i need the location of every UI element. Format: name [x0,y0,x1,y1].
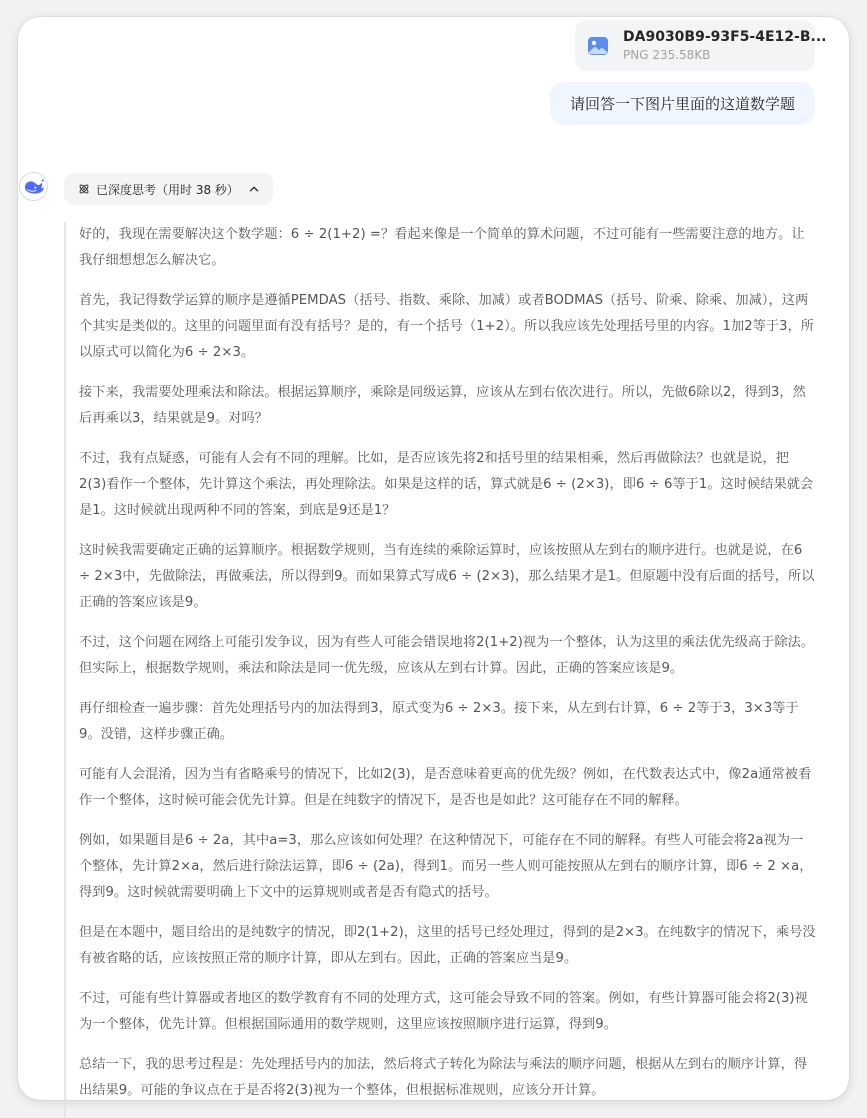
deep-thinking-label: 已深度思考（用时 38 秒） [96,182,239,197]
whale-logo-icon [23,178,45,196]
attachment-size: PNG 235.58KB [623,48,711,62]
atom-icon [78,183,90,195]
thinking-paragraph: 首先，我记得数学运算的顺序是遵循PEMDAS（括号、指数、乘除、加减）或者BODMAS（括号、阶乘、除乘、加减），这两个其实是类似的。这里的问题里面有没有括号？是的，有一个括号（1+2）。所以我应该先处理括号里的内容。1加2等于3，所以原式可以简化为6 ÷ 2×3。 [79,293,815,360]
thinking-content [64,222,816,1118]
thinking-paragraph: 可能有人会混淆，因为当有省略乘号的情况下，比如2(3)，是否意味着更高的优先级？例如，在代数表达式中，像2a通常被看作一个整体，这时候可能会优先计算。但是在纯数字的情况下，是否也是如此？这可能存在不同的解释。 [79,767,812,808]
thinking-paragraph: 不过，可能有些计算器或者地区的数学教育有不同的处理方式，这可能会导致不同的答案。例如，有些计算器可能会将2(3)视为一个整体，优先计算。但根据国际通用的数学规则，这里应该按照顺序进行运算，得到9。 [79,991,808,1032]
thinking-paragraph: 接下来，我需要处理乘法和除法。根据运算顺序，乘除是同级运算，应该从左到右依次进行。所以，先做6除以2，得到3，然后再乘以3，结果就是9。对吗？ [79,385,806,426]
thinking-paragraph: 再仔细检查一遍步骤：首先处理括号内的加法得到3，原式变为6 ÷ 2×3。接下来，从左到右计算，6 ÷ 2等于3，3×3等于9。没错，这样步骤正确。 [79,701,799,742]
thinking-paragraph: 但是在本题中，题目给出的是纯数字的情况，即2(1+2)，这里的括号已经处理过，得到的是2×3。在纯数字的情况下，乘号没有被省略的话，应该按照正常的顺序计算，即从左到右。因此，正确的答案应当是9。 [79,925,816,966]
attachment-name: DA9030B9-93F5-4E12-B... [623,29,827,45]
deep-thinking-toggle[interactable] [64,173,273,205]
chat-window [18,17,849,1100]
thinking-paragraph: 总结一下，我的思考过程是：先处理括号内的加法，然后将式子转化为除法与乘法的顺序问题，根据从左到右的顺序计算，得出结果9。可能的争议点在于是否将2(3)视为一个整体，但根据标准规则，应该分开计算。 [79,1057,808,1098]
thinking-paragraph: 这时候我需要确定正确的运算顺序。根据数学规则，当有连续的乘除运算时，应该按照从左到右的顺序进行。也就是说，在6 ÷ 2×3中，先做除法，再做乘法，所以得到9。而如果算式写成6 ÷ (2×3)，那么结果才是1。但原题中没有后面的括号，所以正确的答案应该是9。 [79,543,815,610]
assistant-avatar [19,172,48,201]
user-message-bubble: 请回答一下图片里面的这道数学题 [550,82,815,125]
thinking-paragraph: 好的，我现在需要解决这个数学题：6 ÷ 2(1+2) =？看起来像是一个简单的算术问题，不过可能有一些需要注意的地方。让我仔细想想怎么解决它。 [79,227,805,268]
thinking-paragraph: 不过，这个问题在网络上可能引发争议，因为有些人可能会错误地将2(1+2)视为一个整体，认为这里的乘法优先级高于除法。但实际上，根据数学规则，乘法和除法是同一优先级，应该从左到右计算。因此，正确的答案应该是9。 [79,635,815,676]
attachment-card[interactable] [575,20,827,71]
attachment-meta [623,28,827,63]
chevron-up-icon [249,184,259,194]
image-file-icon [587,35,609,57]
thinking-paragraph: 不过，我有点疑惑，可能有人会有不同的理解。比如，是否应该先将2和括号里的结果相乘，然后再做除法？也就是说，把2(3)看作一个整体，先计算这个乘法，再处理除法。如果是这样的话，算式就是6 ÷ (2×3)，即6 ÷ 6等于1。这时候结果就会是1。这时候就出现两种不同的答案，到底是9还是1？ [79,451,814,518]
thinking-paragraph: 例如，如果题目是6 ÷ 2a，其中a=3，那么应该如何处理？在这种情况下，可能存在不同的解释。有些人可能会将2a视为一个整体，先计算2×a，然后进行除法运算，即6 ÷ (2a)，得到1。而另一些人则可能按照从左到右的顺序计算，即6 ÷ 2 ×a，得到9。这时候就需要明确上下文中的运算规则或者是否有隐式的括号。 [79,833,813,900]
